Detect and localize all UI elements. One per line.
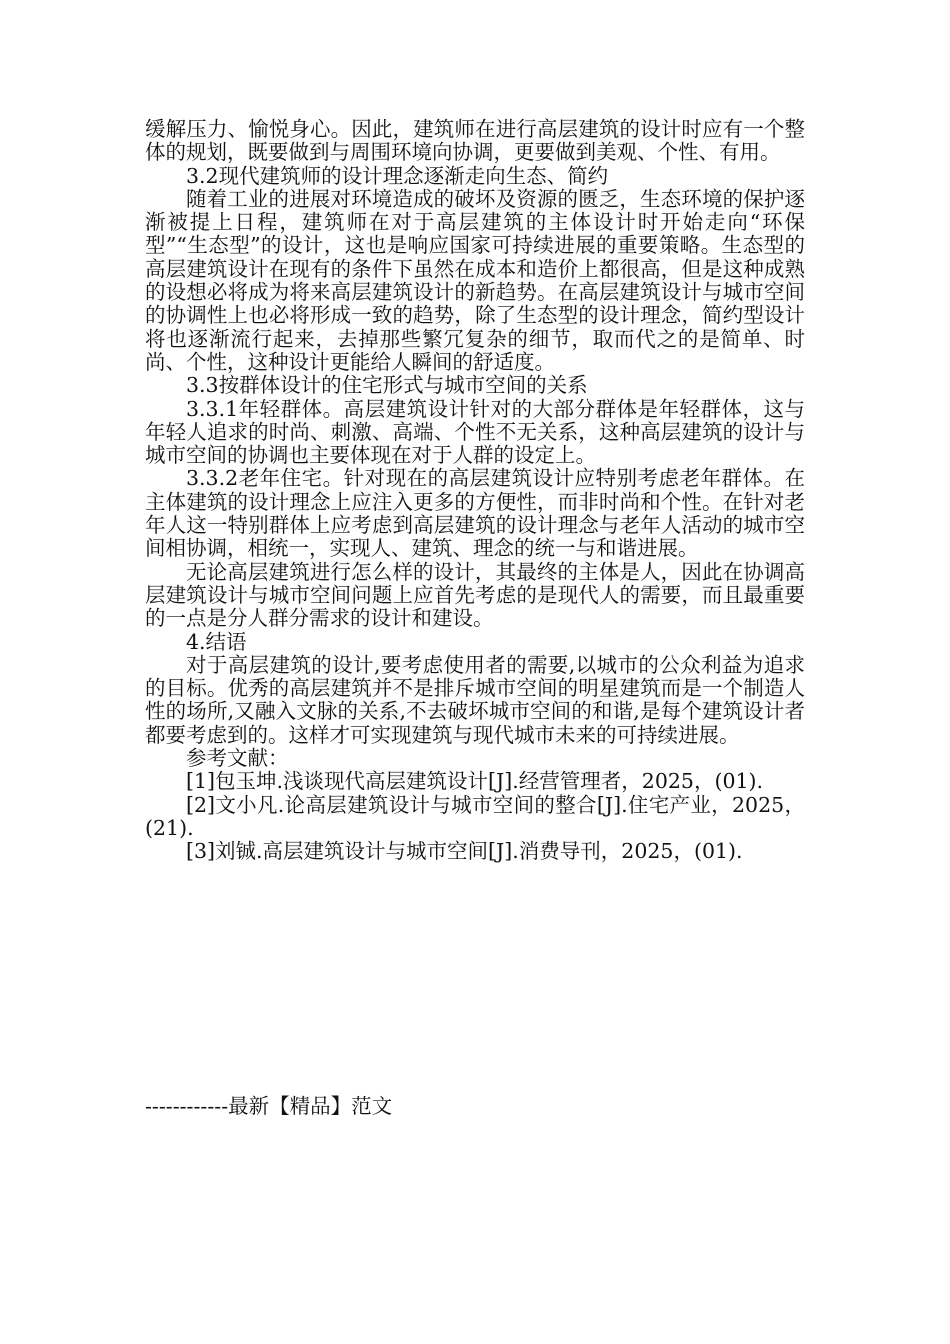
- section-heading-conclusion: 4.结语: [186, 629, 247, 654]
- paragraph-ecology-design: 随着工业的进展对环境造成的破坏及资源的匮乏，生态环境的保护逐渐被提上日程，建筑师在对于高层建筑的主体设计时开始走向“环保型”“生态型”的设计，这也是响应国家可持续进展的重要策略。生态型的高层建筑设计在现有的条件下虽然在成本和造价上都很高，但是这种成熟的设想必将成为将来高层建筑设计的新趋势。在高层建筑设计与城市空间的协调性上也必将形成一致的趋势，除了生态型的设计理念，简约型设计将也逐渐流行起来，去掉那些繁冗复杂的细节，取而代之的是简单、时尚、个性，这种设计更能给人瞬间的舒适度。: [145, 186, 805, 374]
- paragraph-conclusion: 对于高层建筑的设计,要考虑使用者的需要,以城市的公众利益为追求的目标。优秀的高层建筑并不是排斥城市空间的明星建筑而是一个制造人性的场所,又融入文脉的关系,不去破坏城市空间的和谐,是每个建筑设计者都要考虑到的。这样才可实现建筑与现代城市未来的可持续进展。: [145, 652, 805, 747]
- paragraph-intro-continuation: 缓解压力、愉悦身心。因此，建筑师在进行高层建筑的设计时应有一个整体的规划，既要做到与周围环境向协调，更要做到美观、个性、有用。: [145, 117, 805, 165]
- paragraph-human-needs: 无论高层建筑进行怎么样的设计，其最终的主体是人，因此在协调高层建筑设计与城市空间问题上应首先考虑的是现代人的需要，而且最重要的一点是分人群分需求的设计和建设。: [145, 559, 805, 631]
- reference-item-1: [1]包玉坤.浅谈现代高层建筑设计[J].经营管理者，2025，(01).: [186, 769, 764, 794]
- paragraph-young-group: 3.3.1年轻群体。高层建筑设计针对的大部分群体是年轻群体，这与年轻人追求的时尚、刺激、高端、个性不无关系，这种高层建筑的设计与城市空间的协调也主要体现在对于人群的设定上。: [145, 396, 805, 468]
- section-heading-3-2: 3.2现代建筑师的设计理念逐渐走向生态、简约: [186, 163, 609, 188]
- section-heading-3-3: 3.3按群体设计的住宅形式与城市空间的关系: [186, 373, 588, 398]
- footer-tagline: ------------最新【精品】范文: [145, 1094, 393, 1118]
- document-body: [145, 118, 805, 864]
- paragraph-elderly-housing: 3.3.2老年住宅。针对现在的高层建筑设计应特别考虑老年群体。在主体建筑的设计理念上应注入更多的方便性，而非时尚和个性。在针对老年人这一特别群体上应考虑到高层建筑的设计理念与老年人活动的城市空间相协调，相统一，实现人、建筑、理念的统一与和谐进展。: [145, 466, 805, 561]
- reference-item-3: [3]刘铖.高层建筑设计与城市空间[J].消费导刊，2025，(01).: [186, 839, 743, 864]
- references-heading: 参考文献：: [186, 746, 289, 771]
- reference-item-2: [2]文小凡.论高层建筑设计与城市空间的整合[J].住宅产业，2025，(21).: [145, 792, 805, 840]
